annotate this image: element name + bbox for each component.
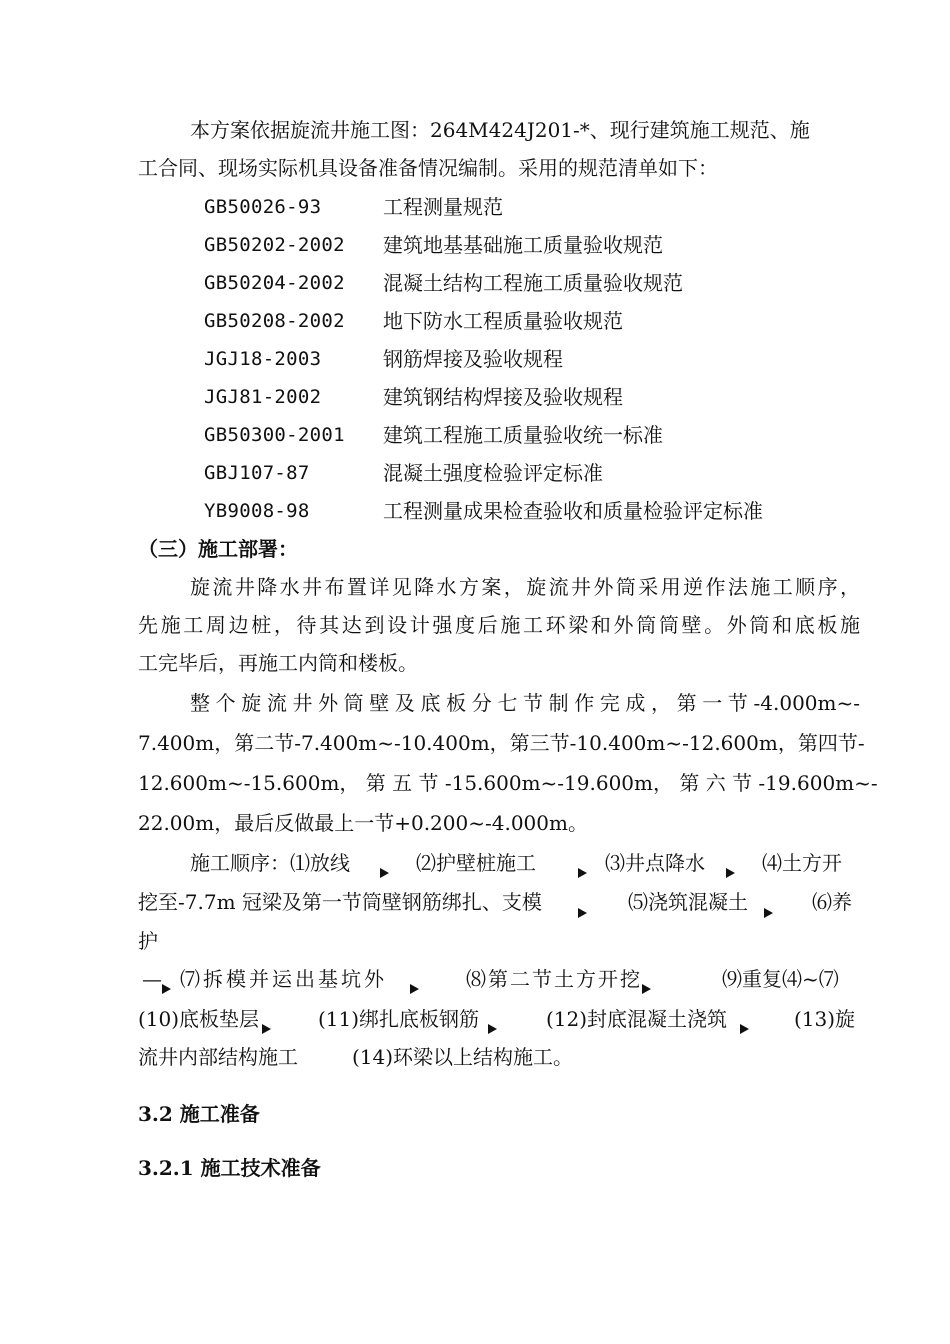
section-heading: （三）施工部署： (138, 537, 298, 561)
arrow-icon (380, 858, 389, 884)
standard-code: JGJ18-2003 (204, 348, 322, 370)
dash-line: — (142, 967, 162, 991)
sequence-step: ⑷土方开 (762, 851, 842, 875)
sequence-step: (11)绑扎底板钢筋 (318, 1007, 480, 1031)
sequence-step: ⑵护壁桩施工 (416, 851, 536, 875)
standard-code: JGJ81-2002 (204, 386, 322, 408)
standard-name: 工程测量规范 (383, 195, 503, 219)
standard-code: YB9008-98 (204, 500, 310, 522)
sequence-step: (10)底板垫层 (138, 1007, 260, 1031)
subsection-heading: 3.2.1 施工技术准备 (138, 1156, 321, 1180)
standard-name: 混凝土强度检验评定标准 (383, 461, 603, 485)
sequence-step: 施工顺序：⑴放线 (190, 851, 350, 875)
standard-name: 建筑工程施工质量验收统一标准 (383, 423, 663, 447)
intro-line-1: 本方案依据旋流井施工图：264M424J201-*、现行建筑施工规范、施 (190, 118, 810, 142)
sequence-step: (12)封底混凝土浇筑 (546, 1007, 728, 1031)
standard-code: GB50208-2002 (204, 310, 345, 332)
standard-name: 钢筋焊接及验收规程 (383, 347, 563, 371)
standard-code: GB50026-93 (204, 196, 322, 218)
arrow-icon (488, 1014, 497, 1040)
arrow-icon (578, 858, 587, 884)
sequence-step: ⑸浇筑混凝土 (628, 890, 748, 914)
arrow-icon (740, 1014, 749, 1040)
intro-line-2: 工合同、现场实际机具设备准备情况编制。采用的规范清单如下： (138, 156, 718, 180)
paragraph-line: 旋流井降水井布置详见降水方案，旋流井外筒采用逆作法施工顺序， (190, 575, 860, 599)
standard-name: 工程测量成果检查验收和质量检验评定标准 (383, 499, 763, 523)
arrow-icon (726, 858, 735, 884)
sequence-step: ⑼重复⑷~⑺ (722, 967, 839, 991)
sequence-step: (13)旋 (794, 1007, 856, 1031)
standard-code: GBJ107-87 (204, 462, 310, 484)
paragraph-line: 工完毕后，再施工内筒和楼板。 (138, 651, 418, 675)
arrow-icon (410, 974, 419, 1000)
sequence-step: ⑹养 (812, 890, 852, 914)
standard-name: 混凝土结构工程施工质量验收规范 (383, 271, 683, 295)
sequence-step: (14)环梁以上结构施工。 (352, 1045, 574, 1069)
standard-code: GB50300-2001 (204, 424, 345, 446)
arrow-icon (764, 898, 773, 924)
standard-name: 地下防水工程质量验收规范 (383, 309, 623, 333)
sequence-step: ⑶井点降水 (605, 851, 705, 875)
paragraph-line: 整个旋流井外筒壁及底板分七节制作完成，第一节-4.000m~- (190, 691, 860, 715)
paragraph-line: 22.00m，最后反做最上一节+0.200~-4.000m。 (138, 811, 588, 835)
standard-name: 建筑钢结构焊接及验收规程 (383, 385, 623, 409)
paragraph-line: 7.400m，第二节-7.400m~-10.400m，第三节-10.400m~-12.600m，第四节- (138, 731, 865, 755)
sequence-step: 流井内部结构施工 (138, 1045, 298, 1069)
standard-code: GB50204-2002 (204, 272, 345, 294)
arrow-icon (642, 974, 651, 1000)
arrow-icon (162, 974, 171, 1000)
standard-name: 建筑地基基础施工质量验收规范 (383, 233, 663, 257)
sequence-step: 挖至-7.7m 冠梁及第一节筒壁钢筋绑扎、支模 (138, 890, 542, 914)
paragraph-line: 12.600m~-15.600m， 第 五 节 -15.600m~-19.600m， 第 六 节 -19.600m~- (138, 771, 878, 795)
sequence-step: ⑺拆模并运出基坑外 (180, 967, 387, 991)
section-heading: 3.2 施工准备 (138, 1102, 260, 1126)
paragraph-line: 先施工周边桩，待其达到设计强度后施工环梁和外筒筒壁。外筒和底板施 (138, 613, 860, 637)
sequence-step: ⑻第二节土方开挖 (466, 967, 642, 991)
arrow-icon (578, 898, 587, 924)
standard-code: GB50202-2002 (204, 234, 345, 256)
sequence-step: 护 (138, 929, 158, 953)
arrow-icon (262, 1014, 271, 1040)
